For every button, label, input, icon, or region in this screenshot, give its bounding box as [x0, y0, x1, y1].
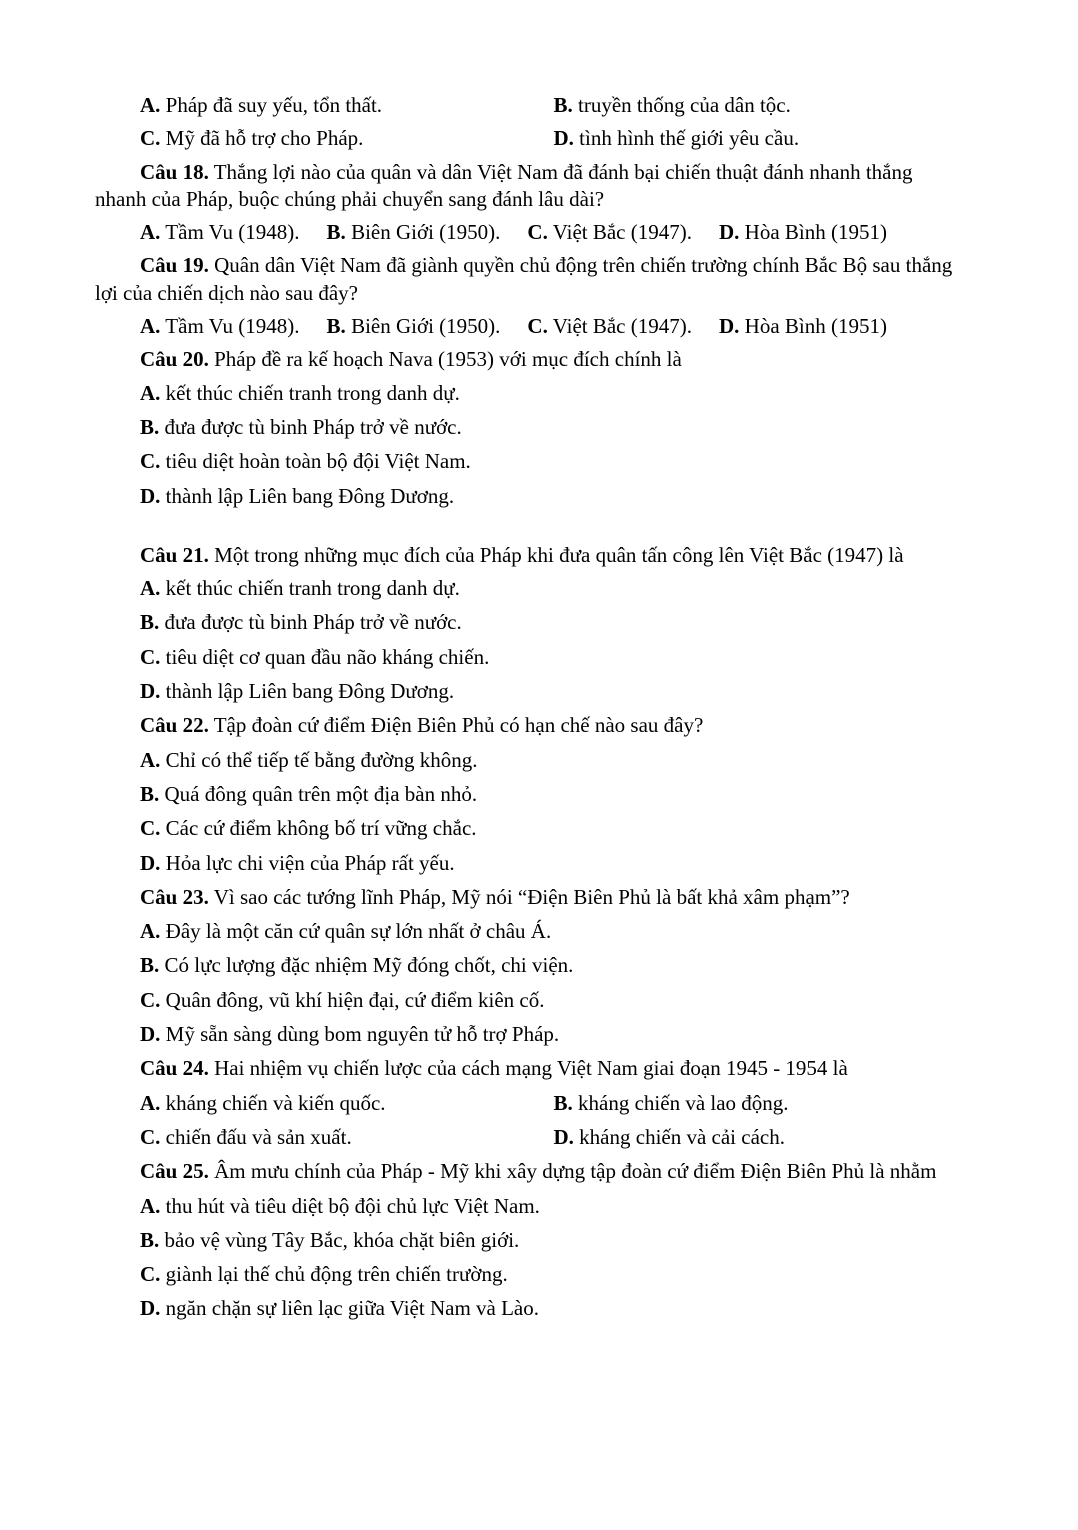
- question-24: Câu 24. Hai nhiệm vụ chiến lược của cách mạng Việt Nam giai đoạn 1945 - 1954 là: [140, 1056, 848, 1081]
- question-21: Câu 21. Một trong những mục đích của Pháp khi đưa quân tấn công lên Việt Bắc (1947) là: [140, 542, 904, 567]
- question-25: Câu 25. Âm mưu chính của Pháp - Mỹ khi xây dựng tập đoàn cứ điểm Điện Biên Phủ là nhằm: [140, 1159, 937, 1184]
- q25-option-d: D. ngăn chặn sự liên lạc giữa Việt Nam và Lào.: [140, 1296, 539, 1321]
- q24-options-row-2: [140, 1124, 967, 1151]
- q18-option-d: D. Hòa Bình (1951): [718, 220, 887, 245]
- q18-options: [140, 219, 967, 246]
- q21-option-b: B. đưa được tù binh Pháp trở về nước.: [140, 610, 462, 635]
- question-23: Câu 23. Vì sao các tướng lĩnh Pháp, Mỹ nói “Điện Biên Phủ là bất khả xâm phạm”?: [140, 884, 850, 909]
- q17-options-row-1: [140, 92, 967, 119]
- q17-options-row-2: [140, 125, 967, 152]
- q22-option-a: A. Chỉ có thể tiếp tế bằng đường không.: [140, 747, 478, 772]
- q22-option-d: D. Hỏa lực chi viện của Pháp rất yếu.: [140, 850, 455, 875]
- q20-option-b: B. đưa được tù binh Pháp trở về nước.: [140, 414, 462, 439]
- q19-options: [140, 313, 967, 340]
- q24-option-a: A. kháng chiến và kiến quốc.: [140, 1090, 386, 1115]
- q17-option-d: D. tình hình thế giới yêu cầu.: [553, 126, 800, 151]
- q17-option-b: B. truyền thống của dân tộc.: [553, 93, 791, 117]
- question-22: Câu 22. Tập đoàn cứ điểm Điện Biên Phủ có hạn chế nào sau đây?: [140, 713, 704, 738]
- q20-option-a: A. kết thúc chiến tranh trong danh dự.: [140, 380, 460, 405]
- q17-option-c: C. Mỹ đã hỗ trợ cho Pháp.: [140, 126, 364, 151]
- q25-option-b: B. bảo vệ vùng Tây Bắc, khóa chặt biên giới.: [140, 1227, 520, 1252]
- q19-option-a: A. Tầm Vu (1948).: [140, 314, 300, 339]
- q20-option-c: C. tiêu diệt hoàn toàn bộ đội Việt Nam.: [140, 449, 471, 474]
- q24-option-c: C. chiến đấu và sản xuất.: [140, 1124, 352, 1149]
- q19-option-c: C. Việt Bắc (1947).: [527, 314, 692, 339]
- q18-option-b: B. Biên Giới (1950).: [326, 220, 501, 245]
- q18-option-a: A. Tầm Vu (1948).: [140, 220, 300, 245]
- q21-option-d: D. thành lập Liên bang Đông Dương.: [140, 679, 455, 704]
- q22-option-b: B. Quá đông quân trên một địa bàn nhỏ.: [140, 781, 478, 806]
- q25-option-c: C. giành lại thế chủ động trên chiến trường.: [140, 1262, 508, 1287]
- q24-option-d: D. kháng chiến và cải cách.: [553, 1124, 785, 1149]
- question-19: Câu 19. Quân dân Việt Nam đã giành quyền chủ động trên chiến trường chính Bắc Bộ sau thắng lợi của chiến dịch nào sau đây?: [95, 253, 953, 305]
- question-18: Câu 18. Thắng lợi nào của quân và dân Việt Nam đã đánh bại chiến thuật đánh nhanh thắng nhanh của Pháp, buộc chúng phải chuyển sang đánh lâu dài?: [95, 159, 913, 211]
- q17-option-a: A. Pháp đã suy yếu, tổn thất.: [140, 93, 383, 117]
- document-page: [95, 92, 967, 1323]
- q21-option-a: A. kết thúc chiến tranh trong danh dự.: [140, 576, 460, 601]
- q19-option-b: B. Biên Giới (1950).: [326, 314, 501, 339]
- q24-options-row-1: [140, 1090, 967, 1117]
- question-20: Câu 20. Pháp đề ra kế hoạch Nava (1953) với mục đích chính là: [140, 347, 682, 372]
- q19-option-d: D. Hòa Bình (1951): [718, 314, 887, 339]
- q23-option-b: B. Có lực lượng đặc nhiệm Mỹ đóng chốt, chi viện.: [140, 953, 574, 978]
- q23-option-a: A. Đây là một căn cứ quân sự lớn nhất ở châu Á.: [140, 919, 552, 944]
- q23-option-d: D. Mỹ sẵn sàng dùng bom nguyên tử hỗ trợ Pháp.: [140, 1022, 560, 1047]
- q25-option-a: A. thu hút và tiêu diệt bộ đội chủ lực Việt Nam.: [140, 1193, 540, 1218]
- q18-option-c: C. Việt Bắc (1947).: [527, 220, 692, 245]
- q21-option-c: C. tiêu diệt cơ quan đầu não kháng chiến.: [140, 644, 490, 669]
- q23-option-c: C. Quân đông, vũ khí hiện đại, cứ điểm kiên cố.: [140, 987, 545, 1012]
- q20-option-d: D. thành lập Liên bang Đông Dương.: [140, 483, 455, 508]
- q22-option-c: C. Các cứ điểm không bố trí vững chắc.: [140, 816, 477, 841]
- q24-option-b: B. kháng chiến và lao động.: [553, 1090, 789, 1115]
